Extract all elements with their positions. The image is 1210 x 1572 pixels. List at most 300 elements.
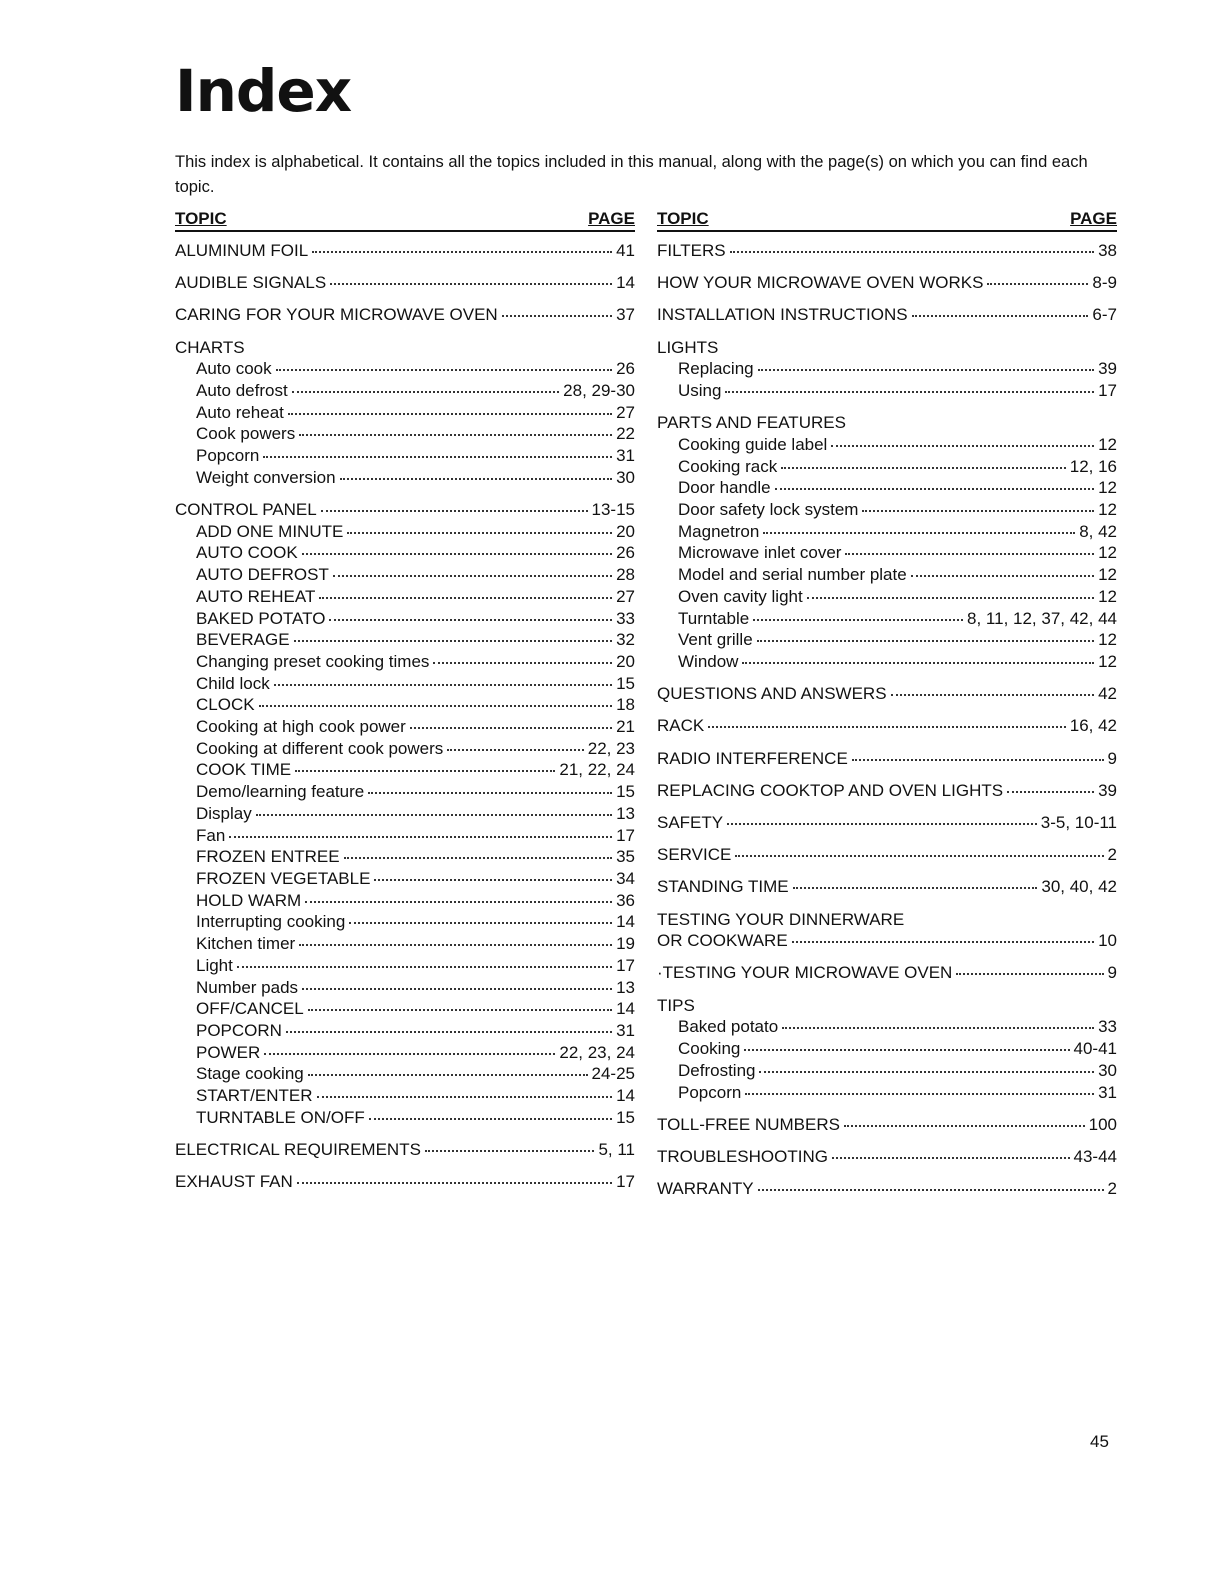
entry-page: 15 xyxy=(616,782,635,802)
entry-label: ADD ONE MINUTE xyxy=(196,521,344,541)
entry-page: 5, 11 xyxy=(598,1139,635,1159)
entry-page: 8, 42 xyxy=(1079,521,1117,541)
dot-leader xyxy=(317,1096,613,1098)
sub-entry-row xyxy=(657,521,1117,543)
dot-leader xyxy=(259,705,613,707)
entry-page: 39 xyxy=(1098,359,1117,379)
dot-leader xyxy=(256,814,612,816)
dot-leader xyxy=(987,283,1088,285)
entry-label: Door safety lock system xyxy=(678,500,859,520)
entry-label: POPCORN xyxy=(196,1020,282,1040)
dot-leader xyxy=(807,597,1094,599)
entry-label: Stage cooking xyxy=(196,1064,304,1084)
entry-page: 13 xyxy=(616,977,635,997)
entry-page: 8, 11, 12, 37, 42, 44 xyxy=(967,608,1117,628)
entry-page: 14 xyxy=(616,273,635,293)
entry-page: 21 xyxy=(616,717,635,737)
dot-leader xyxy=(832,1157,1070,1159)
index-entry xyxy=(657,304,1117,326)
entry-label: Magnetron xyxy=(678,521,760,541)
entry-page: 14 xyxy=(616,999,635,1019)
page-header: PAGE xyxy=(1070,209,1117,228)
sub-entry-row xyxy=(657,629,1117,651)
sub-entry-row xyxy=(175,759,635,781)
entry-label: HOLD WARM xyxy=(196,890,302,910)
entry-page: 17 xyxy=(1098,381,1117,401)
entry-row xyxy=(657,844,1117,866)
entry-label: Cooking at different cook powers xyxy=(196,738,444,758)
dot-leader xyxy=(292,391,559,393)
sub-entry-row xyxy=(175,608,635,630)
index-entry xyxy=(657,844,1117,866)
entry-page: 10 xyxy=(1098,931,1117,951)
entry-page: 8-9 xyxy=(1092,273,1117,293)
sub-entry-row xyxy=(175,467,635,489)
dot-leader xyxy=(956,973,1103,975)
index-entry xyxy=(657,412,1117,672)
entry-label: Turntable xyxy=(678,608,750,628)
dot-leader xyxy=(781,467,1066,469)
entry-page: 9 xyxy=(1107,963,1117,983)
dot-leader xyxy=(369,1118,612,1120)
entry-label: FROZEN ENTREE xyxy=(196,847,340,867)
entry-label: QUESTIONS AND ANSWERS xyxy=(657,684,887,704)
dot-leader xyxy=(347,532,612,534)
sub-entry-row xyxy=(175,1107,635,1129)
entry-page: 13 xyxy=(616,803,635,823)
dot-leader xyxy=(502,315,612,317)
entry-page: 42 xyxy=(1098,684,1117,704)
dot-leader xyxy=(344,857,613,859)
sub-entry-row xyxy=(657,586,1117,608)
sub-entry-row xyxy=(175,1085,635,1107)
sub-entry-row xyxy=(175,586,635,608)
entry-row xyxy=(657,304,1117,326)
entry-label: AUTO REHEAT xyxy=(196,586,316,606)
entry-page: 28 xyxy=(616,565,635,585)
entry-label: STANDING TIME xyxy=(657,877,789,897)
index-entry xyxy=(657,1146,1117,1168)
entry-page: 22, 23, 24 xyxy=(559,1042,635,1062)
entry-label: Model and serial number plate xyxy=(678,565,907,585)
entry-label: Replacing xyxy=(678,359,754,379)
entry-label: ·TESTING YOUR MICROWAVE OVEN xyxy=(657,963,953,983)
entry-page: 30, 40, 42 xyxy=(1041,877,1117,897)
entry-page: 16, 42 xyxy=(1069,716,1117,736)
index-entry xyxy=(657,240,1117,262)
entry-label: Weight conversion xyxy=(196,467,336,487)
entry-label: RACK xyxy=(657,716,705,736)
entry-label: ALUMINUM FOIL xyxy=(175,241,309,260)
dot-leader xyxy=(727,823,1037,825)
entry-page: 33 xyxy=(616,608,635,628)
index-entry xyxy=(175,1139,635,1161)
dot-leader xyxy=(862,510,1094,512)
sub-entry-row xyxy=(657,1016,1117,1038)
dot-leader xyxy=(844,1125,1085,1127)
entry-page: 30 xyxy=(1098,1060,1117,1080)
entry-page: 40-41 xyxy=(1073,1039,1117,1059)
sub-entry-row xyxy=(657,1038,1117,1060)
entry-page: 30 xyxy=(616,467,635,487)
dot-leader xyxy=(263,456,612,458)
sub-entry-row xyxy=(175,542,635,564)
entry-label: Cooking at high cook power xyxy=(196,717,406,737)
sub-entry-row xyxy=(657,1060,1117,1082)
index-column-left xyxy=(175,207,635,1203)
entry-label: Changing preset cooking times xyxy=(196,651,430,671)
dot-leader xyxy=(299,944,612,946)
sub-entry-list xyxy=(657,1016,1117,1103)
index-entry xyxy=(657,1178,1117,1200)
dot-leader xyxy=(368,792,612,794)
entry-page: 31 xyxy=(616,1020,635,1040)
dot-leader xyxy=(308,1074,588,1076)
index-entry xyxy=(175,240,635,262)
entry-page: 14 xyxy=(616,1086,635,1106)
index-entry xyxy=(657,748,1117,770)
entry-row xyxy=(175,240,635,262)
index-entry xyxy=(657,780,1117,802)
dot-leader xyxy=(305,901,612,903)
dot-leader xyxy=(725,391,1094,393)
dot-leader xyxy=(308,1009,612,1011)
entry-page: 14 xyxy=(616,912,635,932)
index-column-right xyxy=(657,207,1117,1210)
entry-page: 39 xyxy=(1098,780,1117,800)
dot-leader xyxy=(288,413,612,415)
entry-row xyxy=(657,412,1117,434)
index-entry xyxy=(657,715,1117,737)
entry-row xyxy=(175,304,635,326)
entry-label: Window xyxy=(678,651,739,671)
dot-leader xyxy=(708,726,1066,728)
sub-entry-row xyxy=(175,521,635,543)
entry-row xyxy=(657,780,1117,802)
entry-page: 36 xyxy=(616,890,635,910)
dot-leader xyxy=(333,575,612,577)
entry-label: Cooking rack xyxy=(678,456,778,476)
sub-entry-row xyxy=(175,803,635,825)
entry-page: 20 xyxy=(616,651,635,671)
entry-row xyxy=(175,337,635,359)
dot-leader xyxy=(912,315,1089,317)
entry-page: 17 xyxy=(616,1172,635,1192)
entry-label: Oven cavity light xyxy=(678,586,803,606)
entry-label: TOLL-FREE NUMBERS xyxy=(657,1114,840,1134)
sub-entry-row xyxy=(657,380,1117,402)
entry-label: Number pads xyxy=(196,977,299,997)
entry-label: Door handle xyxy=(678,478,771,498)
sub-entry-row xyxy=(175,564,635,586)
index-entry xyxy=(657,812,1117,834)
entry-label: SAFETY xyxy=(657,812,724,832)
entry-label: AUDIBLE SIGNALS xyxy=(175,273,327,293)
dot-leader xyxy=(302,988,612,990)
dot-leader xyxy=(745,1093,1094,1095)
dot-leader xyxy=(763,532,1075,534)
entry-label: Display xyxy=(196,803,252,823)
intro-text: This index is alphabetical. It contains all the topics included in this manual, along with the page(s) on which you can find each topic. xyxy=(175,153,1088,196)
entry-page: 20 xyxy=(616,521,635,541)
column-header xyxy=(657,207,1117,232)
entry-row xyxy=(657,962,1117,984)
entry-page: 2 xyxy=(1107,845,1117,865)
entry-page: 100 xyxy=(1088,1114,1117,1134)
sub-entry-list xyxy=(657,358,1117,401)
entry-page: 12, 16 xyxy=(1069,456,1117,476)
entry-page: 31 xyxy=(1098,1082,1117,1102)
column-header xyxy=(175,207,635,232)
sub-entry-row xyxy=(657,608,1117,630)
sub-entry-row xyxy=(175,781,635,803)
entry-label: ELECTRICAL REQUIREMENTS xyxy=(175,1139,421,1159)
index-entry xyxy=(657,876,1117,898)
entry-page: 12 xyxy=(1098,500,1117,520)
dot-leader xyxy=(735,855,1103,857)
entry-page: 28, 29-30 xyxy=(563,381,635,401)
entry-label: OFF/CANCEL xyxy=(196,999,304,1019)
sub-entry-row xyxy=(657,542,1117,564)
topic-header: TOPIC xyxy=(657,209,709,228)
index-entry xyxy=(657,272,1117,294)
dot-leader xyxy=(744,1049,1069,1051)
dot-leader xyxy=(229,836,612,838)
sub-entry-row xyxy=(657,564,1117,586)
sub-entry-row xyxy=(175,977,635,999)
dot-leader xyxy=(276,369,612,371)
dot-leader xyxy=(730,251,1094,253)
entry-page: 3-5, 10-11 xyxy=(1040,812,1117,832)
entry-page: 12 xyxy=(1098,651,1117,671)
dot-leader xyxy=(775,488,1094,490)
entry-label: SERVICE xyxy=(657,845,732,865)
entry-page: 27 xyxy=(616,586,635,606)
index-entry xyxy=(175,499,635,1128)
entry-page: 12 xyxy=(1098,630,1117,650)
dot-leader xyxy=(831,445,1094,447)
index-entry xyxy=(657,337,1117,402)
dot-leader xyxy=(319,597,612,599)
entry-row xyxy=(657,812,1117,834)
entry-label: Fan xyxy=(196,825,226,845)
dot-leader xyxy=(757,640,1094,642)
sub-entry-row xyxy=(175,846,635,868)
entry-page: 35 xyxy=(616,847,635,867)
sub-entry-row xyxy=(175,1020,635,1042)
sub-entry-row xyxy=(175,402,635,424)
dot-leader xyxy=(759,1071,1094,1073)
sub-entry-row xyxy=(175,1042,635,1064)
entry-label: Baked potato xyxy=(678,1017,779,1037)
dot-leader xyxy=(1007,791,1094,793)
sub-entry-row xyxy=(175,933,635,955)
entry-label: Cook powers xyxy=(196,424,296,444)
entry-page: 15 xyxy=(616,673,635,693)
dot-leader xyxy=(891,694,1095,696)
entry-row xyxy=(657,876,1117,898)
entry-row xyxy=(657,337,1117,359)
entry-label: Child lock xyxy=(196,673,270,693)
entry-label: FROZEN VEGETABLE xyxy=(196,868,371,888)
sub-entry-row xyxy=(175,738,635,760)
entry-label: WARRANTY xyxy=(657,1179,754,1199)
sub-entry-row xyxy=(175,911,635,933)
index-entry xyxy=(657,683,1117,705)
dot-leader xyxy=(425,1150,595,1152)
entry-list xyxy=(657,240,1117,1200)
entry-label: Kitchen timer xyxy=(196,934,296,954)
sub-entry-row xyxy=(175,825,635,847)
entry-label: FILTERS xyxy=(657,241,726,260)
entry-row xyxy=(175,499,635,521)
dot-leader xyxy=(294,640,613,642)
entry-row xyxy=(175,1139,635,1161)
entry-label: Vent grille xyxy=(678,630,753,650)
dot-leader xyxy=(758,1189,1104,1191)
sub-entry-row xyxy=(657,1082,1117,1104)
entry-page: 19 xyxy=(616,934,635,954)
dot-leader xyxy=(299,434,612,436)
dot-leader xyxy=(349,922,612,924)
entry-page: 6-7 xyxy=(1092,305,1117,325)
dot-leader xyxy=(302,553,612,555)
dot-leader xyxy=(264,1053,555,1055)
entry-label: AUTO COOK xyxy=(196,543,298,563)
entry-label: LIGHTS xyxy=(657,337,719,357)
sub-entry-row xyxy=(657,477,1117,499)
dot-leader xyxy=(340,478,613,480)
dot-leader xyxy=(433,662,612,664)
entry-row xyxy=(657,930,1117,952)
dot-leader xyxy=(852,759,1104,761)
entry-label: Light xyxy=(196,955,233,975)
entry-page: 12 xyxy=(1098,565,1117,585)
entry-label: Cooking guide label xyxy=(678,434,828,454)
sub-entry-row xyxy=(175,673,635,695)
entry-page: 22, 23 xyxy=(587,738,635,758)
entry-label: POWER xyxy=(196,1042,261,1062)
entry-label: HOW YOUR MICROWAVE OVEN WORKS xyxy=(657,273,984,293)
entry-row xyxy=(175,1171,635,1193)
entry-label: Microwave inlet cover xyxy=(678,543,842,563)
entry-page: 17 xyxy=(616,825,635,845)
index-entry xyxy=(657,995,1117,1104)
entry-page: 13-15 xyxy=(591,500,635,520)
sub-entry-row xyxy=(175,716,635,738)
entry-row xyxy=(657,683,1117,705)
entry-page: 15 xyxy=(616,1107,635,1127)
entry-label: INSTALLATION INSTRUCTIONS xyxy=(657,305,908,325)
entry-page: 41 xyxy=(616,241,635,260)
sub-entry-row xyxy=(175,955,635,977)
dot-leader xyxy=(753,619,963,621)
dot-leader xyxy=(297,1182,612,1184)
sub-entry-row xyxy=(175,694,635,716)
topic-header: TOPIC xyxy=(175,209,227,228)
dot-leader xyxy=(330,283,612,285)
entry-label: TROUBLESHOOTING xyxy=(657,1146,828,1166)
entry-label: CARING FOR YOUR MICROWAVE OVEN xyxy=(175,305,498,325)
sub-entry-row xyxy=(175,423,635,445)
sub-entry-row xyxy=(175,890,635,912)
entry-label: BAKED POTATO xyxy=(196,608,326,628)
entry-label: START/ENTER xyxy=(196,1086,313,1106)
entry-label: PARTS AND FEATURES xyxy=(657,413,846,433)
dot-leader xyxy=(845,553,1094,555)
entry-page: 27 xyxy=(616,402,635,422)
entry-label: COOK TIME xyxy=(196,760,292,780)
dot-leader xyxy=(321,510,588,512)
index-entry xyxy=(657,962,1117,984)
entry-label: Using xyxy=(678,381,722,401)
dot-leader xyxy=(329,619,612,621)
entry-row xyxy=(657,272,1117,294)
entry-label: Interrupting cooking xyxy=(196,912,346,932)
index-entry xyxy=(175,337,635,489)
entry-label: Popcorn xyxy=(196,446,260,466)
entry-page: 12 xyxy=(1098,543,1117,563)
dot-leader xyxy=(911,575,1094,577)
entry-label: CHARTS xyxy=(175,337,245,357)
entry-row xyxy=(657,715,1117,737)
entry-label: OR COOKWARE xyxy=(657,931,788,951)
entry-label: TURNTABLE ON/OFF xyxy=(196,1107,365,1127)
dot-leader xyxy=(410,727,612,729)
entry-label: Demo/learning feature xyxy=(196,782,365,802)
sub-entry-row xyxy=(657,651,1117,673)
dot-leader xyxy=(447,749,583,751)
sub-entry-row xyxy=(175,651,635,673)
sub-entry-row xyxy=(175,445,635,467)
entry-label: Defrosting xyxy=(678,1060,756,1080)
dot-leader xyxy=(758,369,1094,371)
entry-row xyxy=(175,272,635,294)
sub-entry-row xyxy=(175,998,635,1020)
entry-page: 12 xyxy=(1098,434,1117,454)
sub-entry-row xyxy=(657,456,1117,478)
entry-page: 21, 22, 24 xyxy=(559,760,635,780)
entry-label: Auto reheat xyxy=(196,402,284,422)
entry-page: 18 xyxy=(616,695,635,715)
entry-label: Cooking xyxy=(678,1039,741,1059)
entry-label: Auto defrost xyxy=(196,381,288,401)
sub-entry-list xyxy=(657,434,1117,673)
entry-page: 26 xyxy=(616,543,635,563)
entry-row xyxy=(657,1114,1117,1136)
entry-label: TESTING YOUR DINNERWARE xyxy=(657,909,905,929)
dot-leader xyxy=(793,887,1038,889)
index-entry xyxy=(175,304,635,326)
sub-entry-row xyxy=(175,358,635,380)
entry-row xyxy=(657,748,1117,770)
index-entry xyxy=(657,909,1117,952)
entry-page: 38 xyxy=(1098,241,1117,260)
entry-page: 31 xyxy=(616,446,635,466)
index-entry xyxy=(657,1114,1117,1136)
entry-row xyxy=(657,1146,1117,1168)
entry-page: 9 xyxy=(1107,748,1117,768)
entry-label: CONTROL PANEL xyxy=(175,500,317,520)
entry-page: 12 xyxy=(1098,478,1117,498)
entry-page: 17 xyxy=(616,955,635,975)
entry-label: Popcorn xyxy=(678,1082,742,1102)
entry-label: REPLACING COOKTOP AND OVEN LIGHTS xyxy=(657,780,1004,800)
entry-row xyxy=(657,909,1117,931)
entry-label: BEVERAGE xyxy=(196,630,290,650)
sub-entry-row xyxy=(657,499,1117,521)
entry-label: TIPS xyxy=(657,995,695,1015)
